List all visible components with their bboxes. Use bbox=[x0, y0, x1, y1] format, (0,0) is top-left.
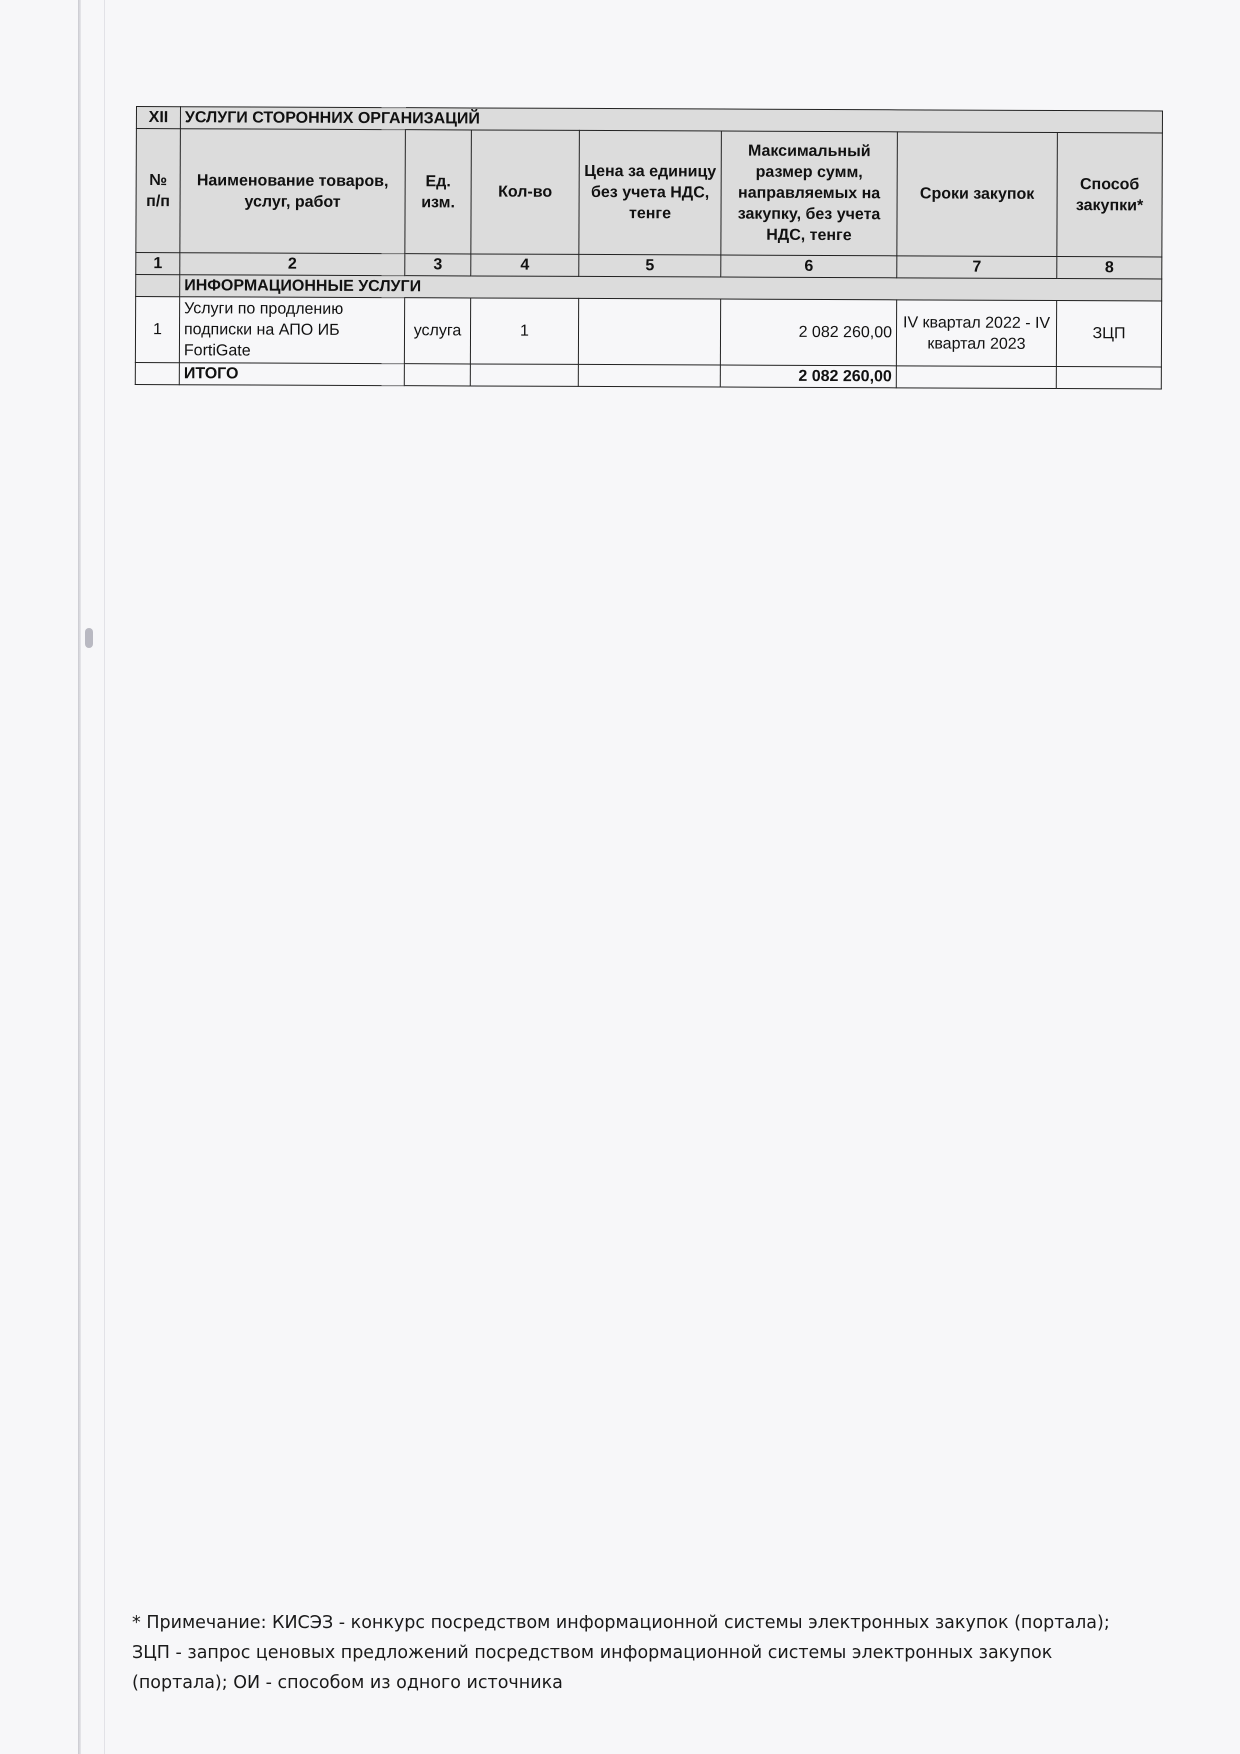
column-number: 2 bbox=[180, 253, 405, 276]
total-max-sum: 2 082 260,00 bbox=[720, 365, 896, 388]
section-title: УСЛУГИ СТОРОННИХ ОРГАНИЗАЦИЙ bbox=[180, 107, 1162, 133]
header-num: № п/п bbox=[136, 129, 181, 253]
total-label: ИТОГО bbox=[179, 363, 404, 386]
header-qty: Кол-во bbox=[471, 130, 580, 254]
row-method: ЗЦП bbox=[1056, 301, 1161, 367]
column-number: 6 bbox=[721, 255, 897, 278]
section-number: XII bbox=[136, 107, 180, 129]
column-number: 7 bbox=[897, 256, 1057, 279]
header-method: Способ закупки* bbox=[1057, 133, 1163, 257]
category-title: ИНФОРМАЦИОННЫЕ УСЛУГИ bbox=[180, 275, 1162, 301]
procurement-table bbox=[135, 106, 1163, 389]
table-row bbox=[135, 297, 1161, 367]
total-empty bbox=[1056, 367, 1161, 389]
total-empty bbox=[578, 364, 720, 387]
column-number: 3 bbox=[405, 254, 471, 276]
scan-edge bbox=[78, 0, 81, 1754]
column-number: 4 bbox=[471, 254, 579, 276]
row-unit: услуга bbox=[404, 298, 470, 364]
header-unit: Ед. изм. bbox=[405, 130, 472, 254]
row-qty: 1 bbox=[470, 298, 578, 364]
row-price bbox=[578, 298, 720, 365]
total-empty bbox=[470, 364, 578, 386]
scan-mark bbox=[85, 628, 93, 648]
header-name: Наименование товаров, услуг, работ bbox=[180, 129, 406, 254]
total-empty bbox=[896, 366, 1056, 389]
row-terms: IV квартал 2022 - IV квартал 2023 bbox=[896, 300, 1056, 367]
header-price: Цена за единицу без учета НДС, тенге bbox=[579, 130, 722, 255]
column-number: 8 bbox=[1057, 257, 1162, 279]
scan-edge-line bbox=[104, 0, 105, 1754]
footnote: * Примечание: КИСЭЗ - конкурс посредством информационной системы электронных закупок (портала); ЗЦП - запрос ценовых предложений посредством информационной системы электронных закупок (портала); ОИ - способом из одного источника bbox=[132, 1613, 1110, 1693]
total-row bbox=[135, 362, 1161, 388]
column-number: 5 bbox=[579, 254, 721, 277]
row-name: Услуги по продлению подписки на АПО ИБ FortiGate bbox=[179, 297, 404, 364]
header-terms: Сроки закупок bbox=[897, 132, 1058, 257]
column-number: 1 bbox=[136, 253, 180, 275]
header-row bbox=[136, 129, 1163, 257]
total-spacer bbox=[135, 362, 179, 384]
header-max-sum: Максимальный размер сумм, направляемых на закупку, без учета НДС, тенге bbox=[721, 131, 898, 256]
category-spacer bbox=[136, 275, 180, 297]
row-num: 1 bbox=[135, 297, 179, 363]
row-max-sum: 2 082 260,00 bbox=[720, 299, 896, 366]
total-empty bbox=[404, 364, 470, 386]
